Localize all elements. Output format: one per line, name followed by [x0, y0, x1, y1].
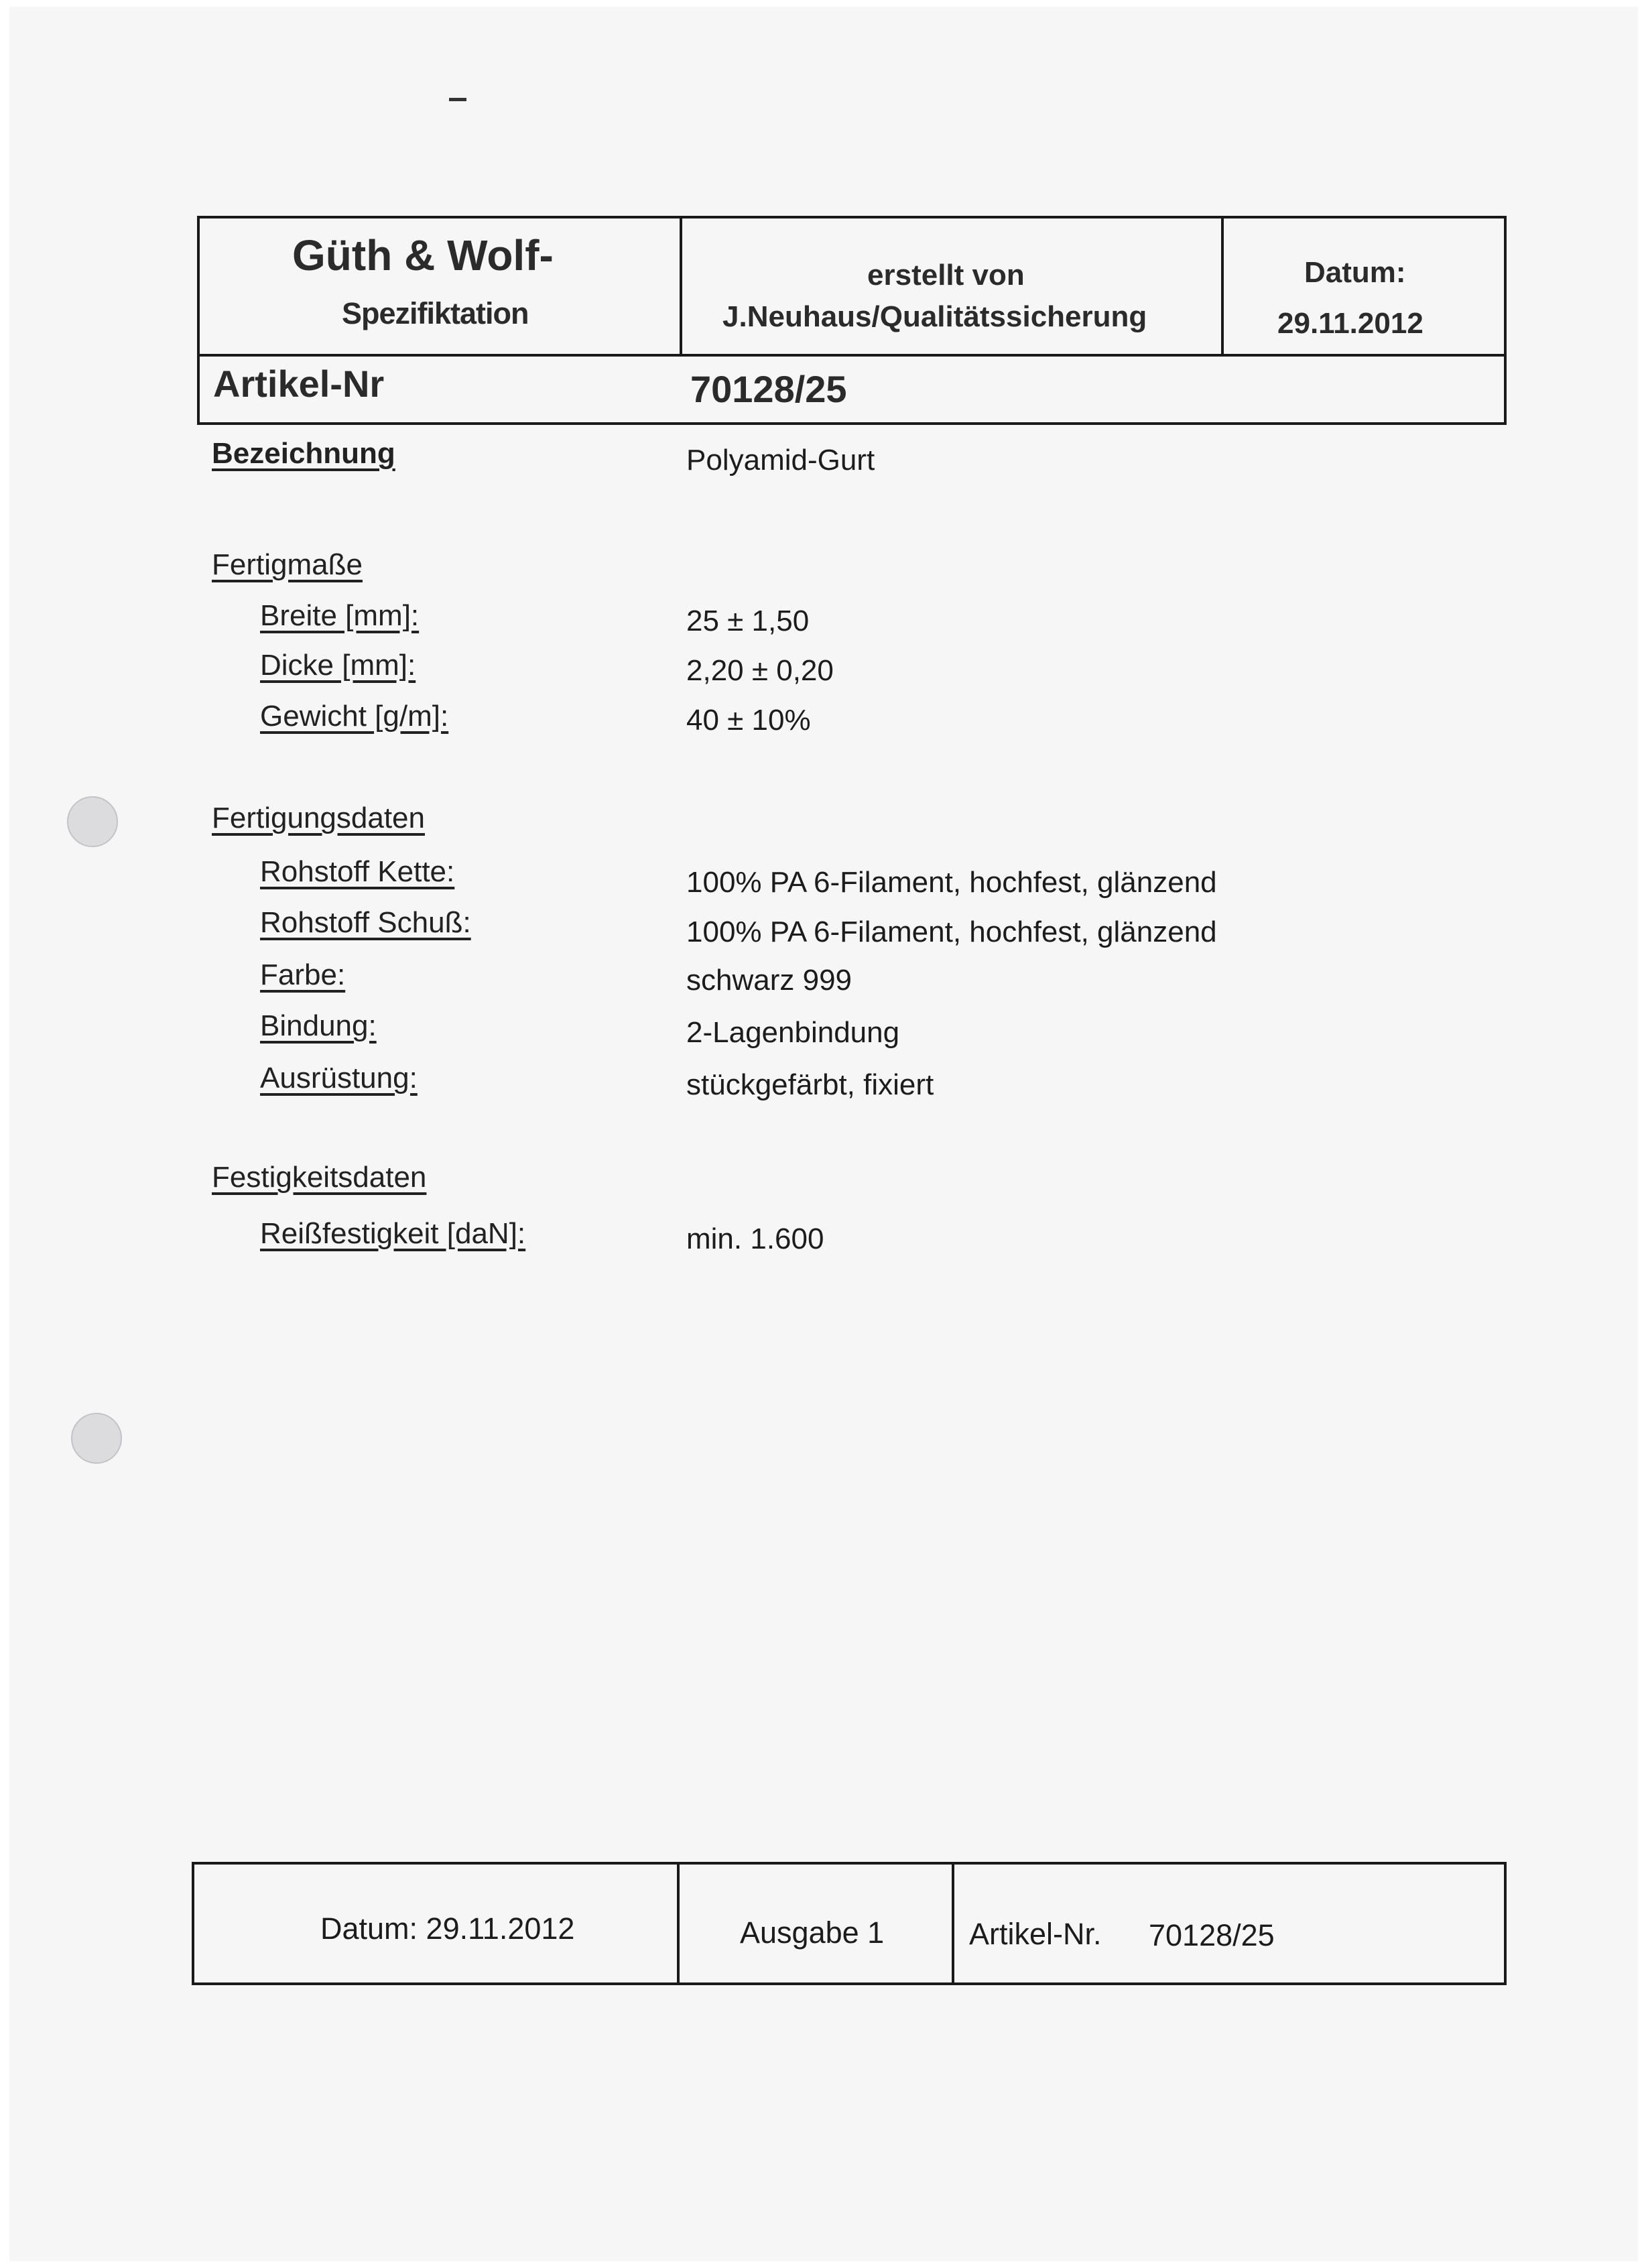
- created-by: J.Neuhaus/Qualitätssicherung: [722, 300, 1147, 333]
- designation-label: Bezeichnung: [212, 437, 395, 470]
- row-label-farbe: Farbe:: [260, 958, 346, 991]
- footer-article-number: 70128/25: [1149, 1918, 1275, 1952]
- row-label-ausruestung: Ausrüstung:: [260, 1062, 418, 1094]
- row-value-breite: 25 ± 1,50: [686, 605, 810, 637]
- document-type: Spezifiktation: [342, 296, 529, 330]
- paper-sheet: [9, 7, 1638, 2261]
- row-label-reissfestigkeit: Reißfestigkeit [daN]:: [260, 1217, 526, 1250]
- row-label-rohstoff-kette: Rohstoff Kette:: [260, 855, 455, 888]
- row-value-rohstoff-kette: 100% PA 6-Filament, hochfest, glänzend: [686, 866, 1217, 899]
- punch-hole-bottom: [71, 1413, 122, 1464]
- article-label: Artikel-Nr: [213, 363, 385, 405]
- header-col-divider-2: [1221, 216, 1224, 355]
- row-value-bindung: 2-Lagenbindung: [686, 1016, 900, 1049]
- row-value-reissfestigkeit: min. 1.600: [686, 1222, 824, 1255]
- company-name: Güth & Wolf-: [292, 231, 554, 279]
- row-value-dicke: 2,20 ± 0,20: [686, 654, 834, 687]
- footer-col-divider-2: [952, 1862, 954, 1985]
- section-title-fertigmasse: Fertigmaße: [212, 548, 363, 581]
- row-value-gewicht: 40 ± 10%: [686, 704, 811, 737]
- date-label: Datum:: [1304, 256, 1406, 289]
- section-title-fertigungsdaten: Fertigungsdaten: [212, 802, 425, 834]
- ink-speck: [449, 98, 466, 101]
- row-label-bindung: Bindung:: [260, 1009, 377, 1042]
- row-label-dicke: Dicke [mm]:: [260, 649, 416, 682]
- footer-col-divider-1: [677, 1862, 680, 1985]
- date-value: 29.11.2012: [1277, 307, 1423, 340]
- header-divider: [197, 354, 1507, 357]
- row-label-gewicht: Gewicht [g/m]:: [260, 700, 449, 733]
- row-value-ausruestung: stückgefärbt, fixiert: [686, 1068, 934, 1101]
- article-number: 70128/25: [690, 368, 847, 410]
- section-title-festigkeitsdaten: Festigkeitsdaten: [212, 1161, 427, 1194]
- footer-edition: Ausgabe 1: [740, 1915, 885, 1950]
- designation-value: Polyamid-Gurt: [686, 444, 875, 477]
- row-value-rohstoff-schuss: 100% PA 6-Filament, hochfest, glänzend: [686, 916, 1217, 948]
- footer-article-label: Artikel-Nr.: [969, 1917, 1102, 1951]
- created-by-label: erstellt von: [867, 259, 1025, 292]
- row-value-farbe: schwarz 999: [686, 964, 852, 997]
- row-label-rohstoff-schuss: Rohstoff Schuß:: [260, 906, 471, 939]
- punch-hole-top: [67, 796, 118, 847]
- header-col-divider-1: [680, 216, 682, 355]
- footer-date: Datum: 29.11.2012: [320, 1911, 575, 1946]
- row-label-breite: Breite [mm]:: [260, 599, 420, 632]
